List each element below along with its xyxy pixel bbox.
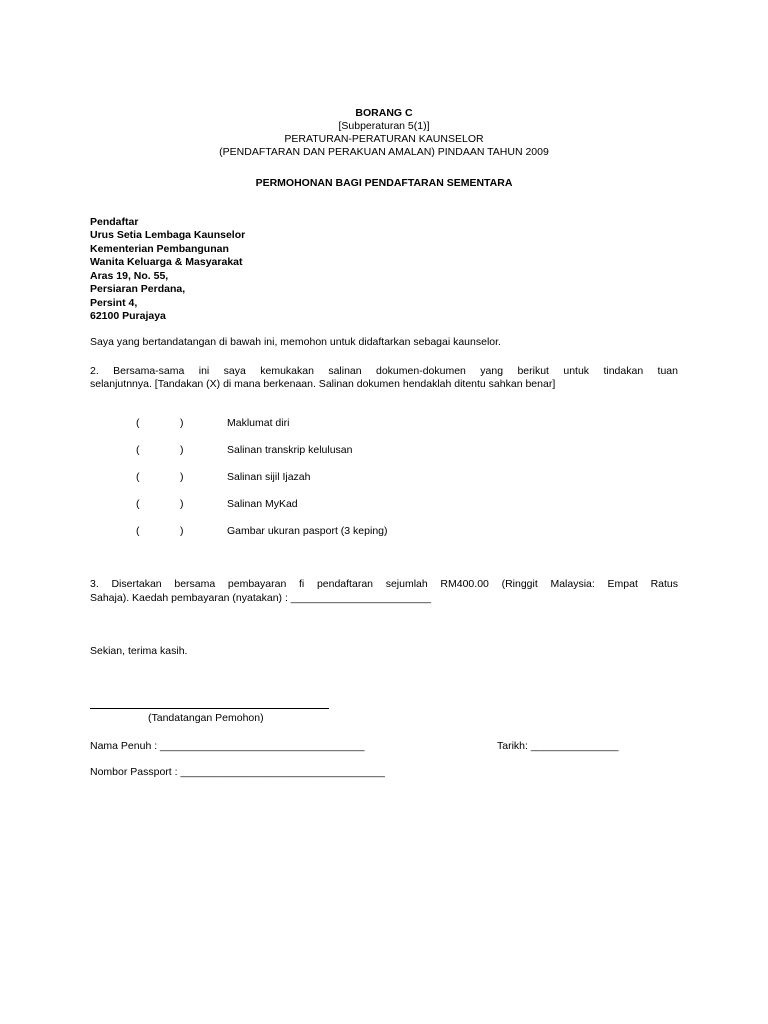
- checklist-item: [0, 525, 768, 539]
- paragraph-2-line-2: selanjutnnya. [Tandakan (X) di mana berkenaan. Salinan dokumen hendaklah ditentu sahkan benar]: [90, 378, 556, 390]
- address-line: Aras 19, No. 55,: [90, 270, 169, 282]
- checklist-label: Gambar ukuran pasport (3 keping): [227, 525, 388, 537]
- checkbox-close-paren[interactable]: ): [180, 471, 184, 483]
- signature-label: (Tandatangan Pemohon): [148, 712, 264, 724]
- checklist-label: Maklumat diri: [227, 417, 290, 429]
- address-line: Kementerian Pembangunan: [90, 243, 229, 255]
- payment-method-field[interactable]: Sahaja). Kaedah pembayaran (nyatakan) : ________________________: [90, 592, 431, 604]
- checkbox-close-paren[interactable]: ): [180, 525, 184, 537]
- passport-number-field[interactable]: Nombor Passport : ___________________________________: [90, 766, 385, 778]
- checkbox-open-paren[interactable]: (: [136, 525, 140, 537]
- address-line: 62100 Purajaya: [90, 310, 166, 322]
- checklist-label: Salinan transkrip kelulusan: [227, 444, 353, 456]
- checkbox-open-paren[interactable]: (: [136, 498, 140, 510]
- checkbox-open-paren[interactable]: (: [136, 471, 140, 483]
- checklist-item: [0, 498, 768, 512]
- closing-text: Sekian, terima kasih.: [90, 645, 188, 657]
- application-title: PERMOHONAN BAGI PENDAFTARAN SEMENTARA: [255, 177, 513, 189]
- signature-line[interactable]: [90, 708, 329, 709]
- address-line: Urus Setia Lembaga Kaunselor: [90, 229, 246, 241]
- checkbox-close-paren[interactable]: ): [180, 417, 184, 429]
- checklist-item: [0, 471, 768, 485]
- address-line: Wanita Keluarga & Masyarakat: [90, 256, 243, 268]
- full-name-field[interactable]: Nama Penuh : ___________________________________: [90, 740, 365, 752]
- intro-paragraph: Saya yang bertandatangan di bawah ini, memohon untuk didaftarkan sebagai kaunselor.: [90, 336, 501, 348]
- address-line: Persint 4,: [90, 297, 138, 309]
- checkbox-open-paren[interactable]: (: [136, 417, 140, 429]
- subregulation-text: [Subperaturan 5(1)]: [338, 120, 430, 132]
- checkbox-open-paren[interactable]: (: [136, 444, 140, 456]
- amendment-text: (PENDAFTARAN DAN PERAKUAN AMALAN) PINDAAN TAHUN 2009: [219, 146, 549, 158]
- checkbox-close-paren[interactable]: ): [180, 444, 184, 456]
- checklist-item: [0, 417, 768, 431]
- paragraph-2-line-1: 2. Bersama-sama ini saya kemukakan salinan dokumen-dokumen yang berikut untuk tindakan tuan: [90, 365, 678, 377]
- checklist-label: Salinan MyKad: [227, 498, 298, 510]
- checklist-label: Salinan sijil Ijazah: [227, 471, 311, 483]
- checkbox-close-paren[interactable]: ): [180, 498, 184, 510]
- address-line: Persiaran Perdana,: [90, 283, 186, 295]
- checklist-item: [0, 444, 768, 458]
- form-title: BORANG C: [355, 107, 413, 119]
- regulation-text: PERATURAN-PERATURAN KAUNSELOR: [284, 133, 484, 145]
- address-line: Pendaftar: [90, 216, 139, 228]
- paragraph-3-line-1: 3. Disertakan bersama pembayaran fi pendaftaran sejumlah RM400.00 (Ringgit Malaysia: Empat Ratus: [90, 578, 678, 590]
- date-field[interactable]: Tarikh: _______________: [497, 740, 619, 752]
